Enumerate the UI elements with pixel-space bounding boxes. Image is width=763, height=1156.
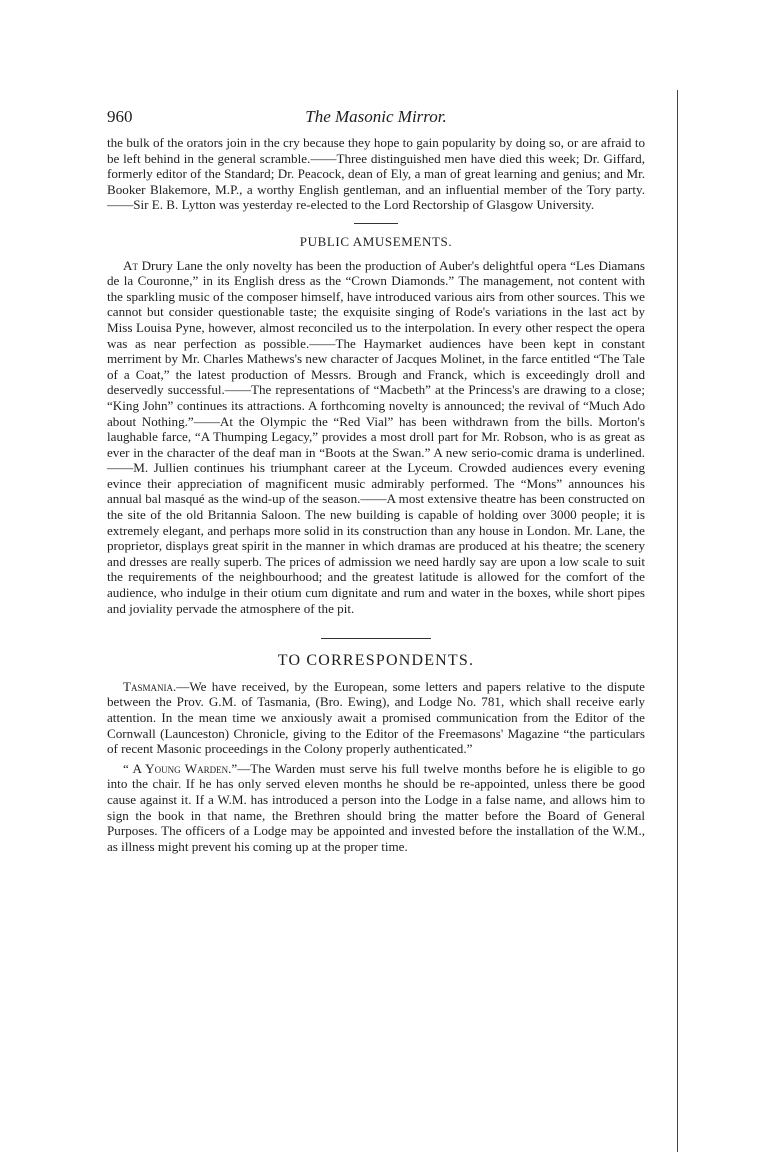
correspondents-heading: TO CORRESPONDENTS. [277, 652, 475, 670]
section-divider-long [321, 638, 431, 639]
lead-word: At [123, 257, 138, 273]
tasmania-lead: Tasmania. [123, 678, 177, 694]
margin-rule [677, 90, 678, 1152]
warden-paragraph [107, 761, 645, 855]
page-content [107, 135, 645, 854]
public-amusements-paragraph [107, 258, 645, 617]
public-amusements-body: Drury Lane the only novelty has been the production of Auber's delightful opera “Les Diamans de la Couronne,” in its English dress as the “Crown Diamonds.” The management, not content with the sparkling music of the composer himself, have introduced various airs from other sources. This we cannot but consider questionable taste; the exquisite singing of Rode's variations in the last act by Miss Louisa Pyne, however, almost reconciled us to the interpolation. In every other respect the opera was as near perfection as possible.——The Haymarket audiences have been kept in constant merriment by Mr. Charles Mathews's new character of Jacques Molinet, in the farce entitled “The Tale of a Coat,” the latest production of Messrs. Brough and Franck, which is exceedingly droll and deservedly successful.——The representations of “Macbeth” at the Princess's are drawing to a close; “King John” continues its attractions. A forthcoming novelty is announced; the revival of “Much Ado about Nothing.”——At the Olympic the “Red Vial” has been withdrawn from the bills. Morton's laughable farce, “A Thumping Legacy,” provides a most droll part for Mr. Robson, who is as great as ever in the character of the deaf man in “Boots at the Swan.” A new serio-comic drama is underlined.——M. Jullien continues his triumphant career at the Lyceum. Crowded audiences every evening evince their appreciation of magnificent music admirably performed. The “Mons” announces his annual bal masqué as the wind-up of the season.——A most extensive theatre has been constructed on the site of the old Britannia Saloon. The new building is capable of holding over 3000 people; it is extremely elegant, and perhaps more solid in its construction than any house in London. Mr. Lane, the proprietor, displays great spirit in the manner in which dramas are produced at his theatre; the scenery and dresses are really superb. The prices of admission we need hardly say are upon a low scale to suit the requirements of the neighbourhood; and the greatest latitude is allowed for the comfort of the audience, who indulge in their otium cum dignitate and rum and water in the boxes, while short pipes and joviality pervade the atmosphere of the pit. [107, 257, 645, 616]
page-header [107, 107, 645, 131]
warden-lead: “ A Young Warden.” [123, 760, 238, 776]
public-amusements-heading: PUBLIC AMUSEMENTS. [299, 233, 453, 249]
tasmania-paragraph [107, 679, 645, 757]
intro-paragraph: the bulk of the orators join in the cry because they hope to gain popularity by doing so, or are afraid to be left behind in the general scramble.——Three distinguished men have died this week; Dr. Giffard, formerly editor of the Standard; Dr. Peacock, dean of Ely, a man of great learning and genius; and Mr. Booker Blakemore, M.P., a worthy English gentleman, and an influential member of the Tory party.——Sir E. B. Lytton was yesterday re-elected to the Lord Rectorship of Glasgow University. [107, 135, 645, 213]
running-title: The Masonic Mirror. [305, 107, 447, 126]
tasmania-body: —We have received, by the European, some letters and papers relative to the dispute between the Prov. G.M. of Tasmania, (Bro. Ewing), and Lodge No. 781, which shall receive early attention. In the mean time we anxiously await a promised communication from the Editor of the Cornwall (Launceston) Chronicle, giving to the Editor of the Freemasons' Magazine “the particulars of recent Masonic proceedings in the Colony properly authenticated.” [107, 678, 645, 757]
page-number: 960 [107, 107, 133, 126]
section-divider [354, 223, 398, 224]
warden-body: —The Warden must serve his full twelve months before he is eligible to go into the chair. If he has only served eleven months he should be re-appointed, unless there be good cause against it. If a W.M. has introduced a person into the Lodge in a false name, and allows him to sign the book in that name, the Brethren should bring the matter before the Board of General Purposes. The officers of a Lodge may be appointed and invested before the installation of the W.M., as illness might prevent his coming up at the proper time. [107, 760, 645, 854]
